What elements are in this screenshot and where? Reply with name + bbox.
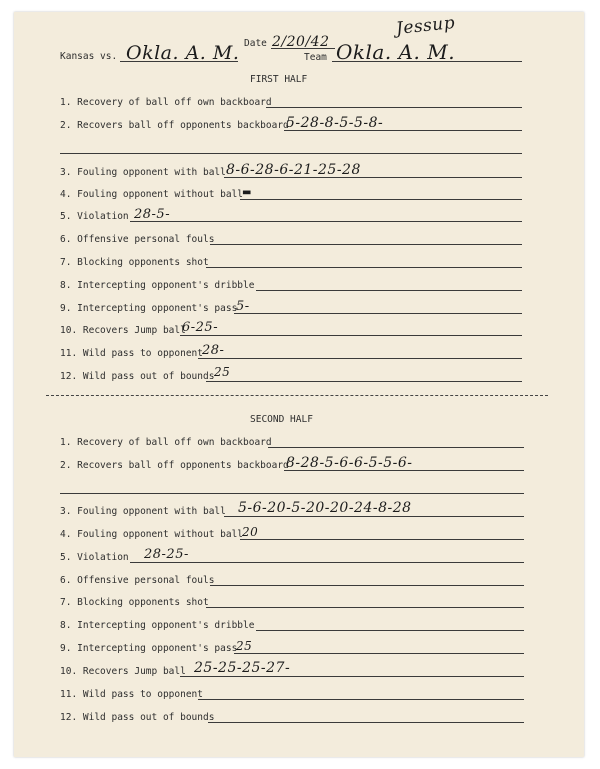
sh-item-label: 9. Intercepting opponent's pass — [60, 643, 238, 654]
fh-item-line — [180, 335, 522, 336]
sh-item-label: 11. Wild pass to opponent — [60, 689, 203, 700]
sh-item-line — [208, 722, 524, 723]
fh-item-line — [206, 267, 522, 268]
sh-item-line — [198, 699, 524, 700]
date-label: Date — [244, 38, 267, 49]
date-value: 2/20/42 — [272, 34, 330, 50]
sh-item-value: 20 — [242, 525, 259, 539]
fh-item-label: 12. Wild pass out of bounds — [60, 371, 215, 382]
fh-item-label: 1. Recovery of ball off own backboard — [60, 97, 272, 108]
sh-item-value: 28-25- — [144, 547, 189, 562]
fh-item-label: 3. Fouling opponent with ball — [60, 167, 226, 178]
sh-item-value: 25-25-25-27- — [194, 660, 291, 676]
fh-item-line — [198, 358, 522, 359]
fh-item-line — [210, 244, 522, 245]
sh-item-line — [224, 516, 524, 517]
sh-item-label: 7. Blocking opponents shot — [60, 597, 209, 608]
sh-item-line — [130, 562, 524, 563]
sh-item-label: 4. Fouling opponent without ball — [60, 529, 244, 540]
fh-item-value: 6-25- — [182, 320, 219, 335]
sh-item-line — [234, 653, 524, 654]
half-divider — [46, 395, 548, 396]
player-name: Jessup — [395, 12, 457, 40]
sh-item-label: 6. Offensive personal fouls — [60, 575, 215, 586]
sh-item-label: 1. Recovery of ball off own backboard — [60, 437, 272, 448]
fh-item-value: ▬ — [242, 187, 252, 198]
fh-item-label: 7. Blocking opponents shot — [60, 257, 209, 268]
fh-item-line — [206, 381, 522, 382]
first-half-title: FIRST HALF — [250, 74, 308, 85]
sh-item-line — [268, 447, 524, 448]
fh-item-value: 28- — [202, 343, 225, 358]
fh-item-label: 4. Fouling opponent without ball — [60, 189, 244, 200]
sh-item-line — [206, 607, 524, 608]
team-value: Okla. A. M. — [336, 40, 456, 64]
team-label: Team — [304, 52, 327, 63]
fh-item-line — [266, 107, 522, 108]
sh-item-line — [180, 676, 524, 677]
sh-item-line — [240, 539, 524, 540]
fh-item-line — [130, 221, 522, 222]
fh-item-extra-line — [60, 153, 522, 154]
fh-item-value: 28-5- — [134, 207, 171, 222]
sh-item-line — [210, 585, 524, 586]
fh-item-label: 5. Violation — [60, 211, 129, 222]
fh-item-value: 25 — [214, 365, 231, 379]
sh-item-value: 5-6-20-5-20-20-24-8-28 — [238, 500, 412, 516]
fh-item-value: 8-6-28-6-21-25-28 — [226, 162, 361, 178]
fh-item-value: 5-28-8-5-5-8- — [286, 115, 384, 131]
fh-item-label: 9. Intercepting opponent's pass — [60, 303, 238, 314]
sh-item-label: 10. Recovers Jump ball — [60, 666, 186, 677]
sh-item-label: 3. Fouling opponent with ball — [60, 506, 226, 517]
stat-sheet — [14, 12, 584, 757]
sh-item-label: 8. Intercepting opponent's dribble — [60, 620, 255, 631]
second-half-title: SECOND HALF — [250, 414, 313, 425]
fh-item-label: 6. Offensive personal fouls — [60, 234, 215, 245]
kansas-vs-label: Kansas vs. — [60, 51, 118, 62]
sh-item-value: 25 — [236, 639, 253, 653]
sh-item-line — [256, 630, 524, 631]
sh-item-label: 12. Wild pass out of bounds — [60, 712, 215, 723]
fh-item-line — [234, 313, 522, 314]
sh-item-value: 8-28-5-6-6-5-5-6- — [286, 455, 413, 471]
sh-item-extra-line — [60, 493, 524, 494]
opponent-handwritten: Okla. A. M. — [126, 42, 240, 64]
fh-item-line — [256, 290, 522, 291]
fh-item-label: 10. Recovers Jump ball — [60, 325, 186, 336]
sh-item-label: 2. Recovers ball off opponents backboard — [60, 460, 289, 471]
fh-item-label: 2. Recovers ball off opponents backboard — [60, 120, 289, 131]
fh-item-label: 8. Intercepting opponent's dribble — [60, 280, 255, 291]
sh-item-label: 5. Violation — [60, 552, 129, 563]
fh-item-line — [240, 199, 522, 200]
fh-item-label: 11. Wild pass to opponent — [60, 348, 203, 359]
fh-item-value: 5- — [236, 299, 250, 314]
